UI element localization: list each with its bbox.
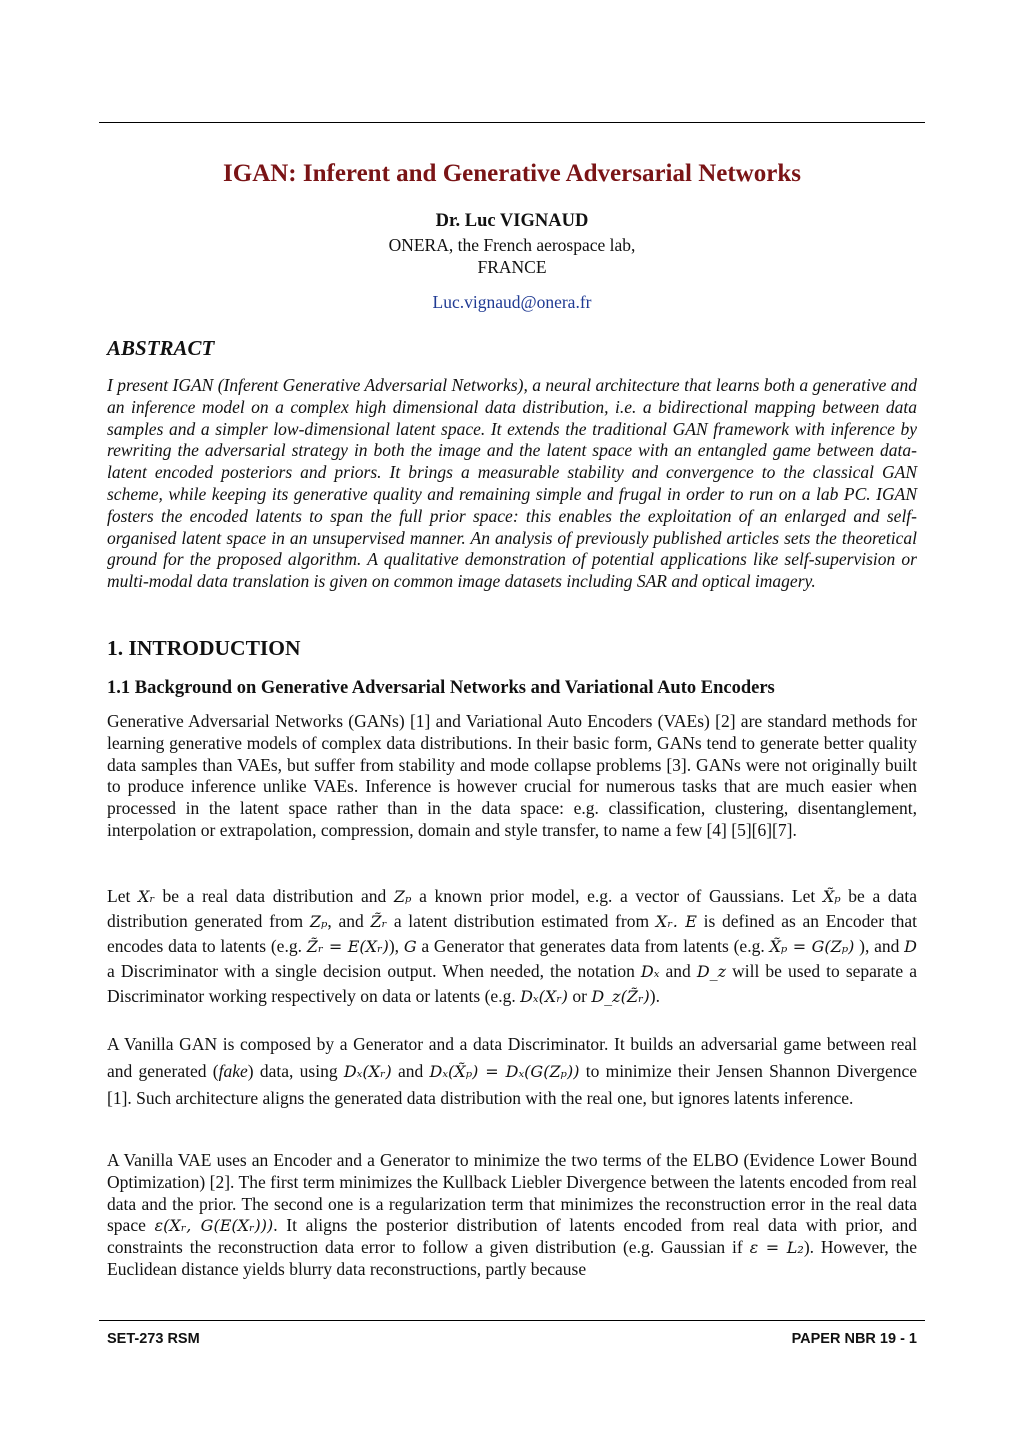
intro-paragraph-3: A Vanilla GAN is composed by a Generator and a data Discriminator. It builds an adversarial game between real and generated (fake) data, using Dₓ(Xᵣ) and Dₓ(X̃ₚ) = Dₓ(G(Zₚ)) to minimize their Jensen Shannon Divergence [1]. Such architecture aligns the generated data distribution with the real one, but ignores latents inference. xyxy=(107,1034,917,1108)
author-email[interactable]: Luc.vignaud@onera.fr xyxy=(432,292,592,312)
affiliation-line-1: ONERA, the French aerospace lab, xyxy=(388,235,636,255)
math-expression: Xᵣ. E xyxy=(655,912,697,931)
math-expression: Dₓ(Xᵣ) xyxy=(343,1062,392,1081)
abstract-text: I present IGAN (Inferent Generative Adversarial Networks), a neural architecture that learns both a generative and an inference model on a complex high dimensional data distribution, i.e. a bidirectional mapping between data samples and a simpler low-dimensional latent space. It extends the traditional GAN framework with inference by rewriting the adversarial strategy in both the image and the latent space with an entangled game between data-latent encoded posteriors and priors. It brings a measurable stability and convergence to the classical GAN scheme, while keeping its generative quality and remaining simple and frugal in order to run on a lab PC. IGAN fosters the encoded latents to span the full prior space: this enables the exploitation of an enlarged and self-organised latent space in an unsupervised manner. An analysis of previously published articles sets the theoretical ground for the proposed algorithm. A qualitative demonstration of potential applications like self-supervision or multi-modal data translation is given on common image datasets including SAR and optical imagery. xyxy=(107,375,917,592)
footer-page-number: PAPER NBR 19 - 1 xyxy=(791,1331,917,1347)
emphasis-fake: fake xyxy=(218,1061,248,1081)
math-expression: X̃ₚ xyxy=(822,887,841,906)
paper-title: IGAN: Inferent and Generative Adversarial Networks xyxy=(223,160,801,187)
header-rule xyxy=(99,122,925,123)
math-expression: G xyxy=(403,937,417,956)
math-expression: Dₓ(Xᵣ) xyxy=(520,987,569,1006)
math-expression: D_z(Z̃ᵣ) xyxy=(591,987,650,1006)
section-heading-introduction: 1. INTRODUCTION xyxy=(107,636,301,660)
footer-left-label: SET-273 RSM xyxy=(107,1331,200,1347)
math-expression: Dₓ(X̃ₚ) = Dₓ(G(Zₚ)) xyxy=(429,1062,580,1081)
math-expression: Xᵣ xyxy=(137,887,155,906)
math-expression: X̃ₚ = G(Zₚ) xyxy=(769,937,855,956)
math-expression: Zₚ xyxy=(393,887,412,906)
footer-rule xyxy=(99,1320,925,1321)
math-expression: D_z xyxy=(696,962,727,981)
math-expression: Z̃ᵣ xyxy=(370,912,388,931)
math-expression: ε(Xᵣ, G(E(Xᵣ))) xyxy=(154,1216,274,1236)
math-expression: Z̃ᵣ = E(Xᵣ) xyxy=(306,937,389,956)
intro-paragraph-1: Generative Adversarial Networks (GANs) [1] and Variational Auto Encoders (VAEs) [2] are standard methods for learning generative models of complex data distributions. In their basic form, GANs tend to generate better quality data samples than VAEs, but suffer from stability and mode collapse problems [3]. GANs were not originally built to produce inference unlike VAEs. Inference is however crucial for numerous tasks that are much easier when processed in the latent space rather than in the data space: e.g. classification, clustering, disentanglement, interpolation or extrapolation, compression, domain and style transfer, to name a few [4] [5][6][7]. xyxy=(107,711,917,840)
math-expression: Zₚ xyxy=(309,912,328,931)
author-name: Dr. Luc VIGNAUD xyxy=(435,211,589,231)
affiliation-line-2: FRANCE xyxy=(477,257,547,277)
math-expression: Dₓ xyxy=(640,962,660,981)
math-expression: D xyxy=(904,937,917,956)
intro-paragraph-2: Let Xᵣ be a real data distribution and Zₚ a known prior model, e.g. a vector of Gaussians. Let X̃ₚ be a data distribution generated from Zₚ, and Z̃ᵣ a latent distribution estimated from Xᵣ. E is defined as an Encoder that encodes data to latents (e.g. Z̃ᵣ = E(Xᵣ)), G a Generator that generates data from latents (e.g. X̃ₚ = G(Zₚ) ), and D a Discriminator with a single decision output. When needed, the notation Dₓ and D_z will be used to separate a Discriminator working respectively on data or latents (e.g. Dₓ(Xᵣ) or D_z(Z̃ᵣ)). xyxy=(107,886,917,1006)
abstract-heading: ABSTRACT xyxy=(107,336,215,360)
subsection-heading-background: 1.1 Background on Generative Adversarial Networks and Variational Auto Encoders xyxy=(107,678,775,698)
math-expression: ε = L₂ xyxy=(749,1238,804,1258)
intro-paragraph-4: A Vanilla VAE uses an Encoder and a Generator to minimize the two terms of the ELBO (Evidence Lower Bound Optimization) [2]. The first term minimizes the Kullback Liebler Divergence between the latents encoded from real data and the prior. The second one is a regularization term that minimizes the reconstruction error in the real data space ε(Xᵣ, G(E(Xᵣ))). It aligns the posterior distribution of latents encoded from real data with prior, and constraints the reconstruction data error to follow a given distribution (e.g. Gaussian if ε = L₂). However, the Euclidean distance yields blurry data reconstructions, partly because xyxy=(107,1150,918,1279)
